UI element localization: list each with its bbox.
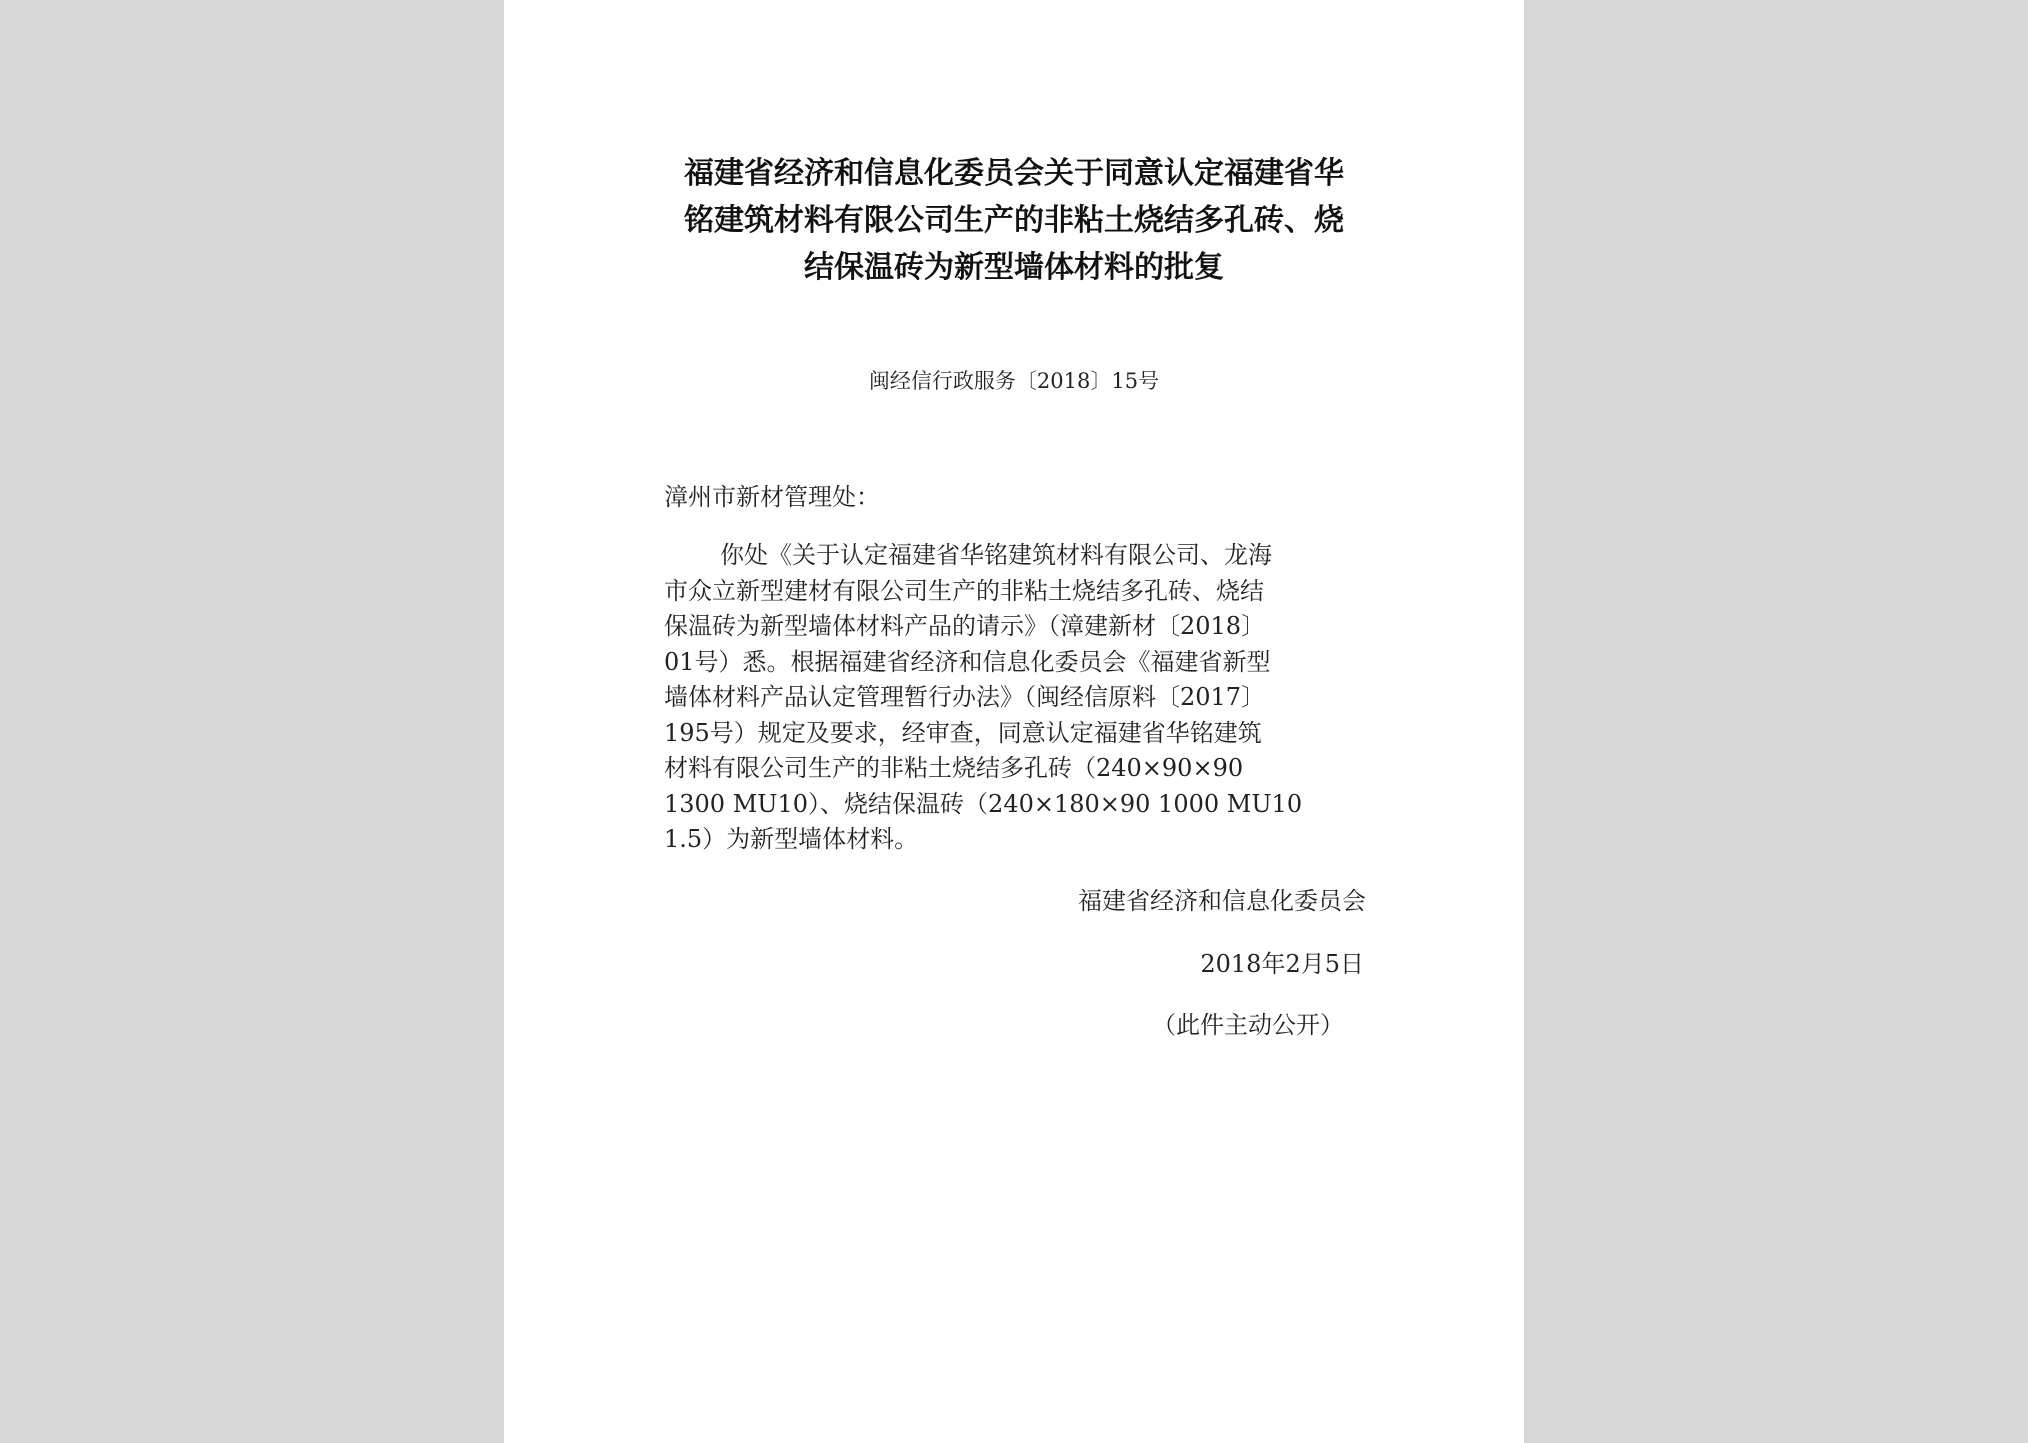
title-line: 结保温砖为新型墙体材料的批复 [804,250,1224,285]
body-line: 材料有限公司生产的非粘土烧结多孔砖（240×90×90 [664,754,1244,782]
body-line: 01号）悉。根据福建省经济和信息化委员会《福建省新型 [664,647,1271,676]
document-body [664,538,1384,858]
body-line: 墙体材料产品认定管理暂行办法》（闽经信原料〔2017〕 [664,683,1266,711]
body-line: 保温砖为新型墙体材料产品的请示》（漳建新材〔2018〕 [664,612,1266,640]
title-line: 福建省经济和信息化委员会关于同意认定福建省华 [684,156,1344,191]
document-number: 闽经信行政服务〔2018〕15号 [868,369,1160,393]
body-line: 市众立新型建材有限公司生产的非粘土烧结多孔砖、烧结 [664,576,1264,605]
document-title [664,150,1364,291]
addressee: 漳州市新材管理处： [664,483,880,511]
body-line: 你处《关于认定福建省华铭建筑材料有限公司、龙海 [720,541,1272,569]
title-line: 铭建筑材料有限公司生产的非粘土烧结多孔砖、烧 [684,203,1344,238]
document-page [504,0,1524,1443]
signatory: 福建省经济和信息化委员会 [1078,887,1366,915]
body-line: 1300 MU10）、烧结保温砖（240×180×90 1000 MU10 [664,789,1303,818]
body-line: 195号）规定及要求，经审查，同意认定福建省华铭建筑 [664,718,1262,747]
body-line: 1.5）为新型墙体材料。 [664,825,919,853]
issue-date: 2018年2月5日 [1200,950,1364,978]
disclosure-note: （此件主动公开） [1152,1011,1344,1039]
